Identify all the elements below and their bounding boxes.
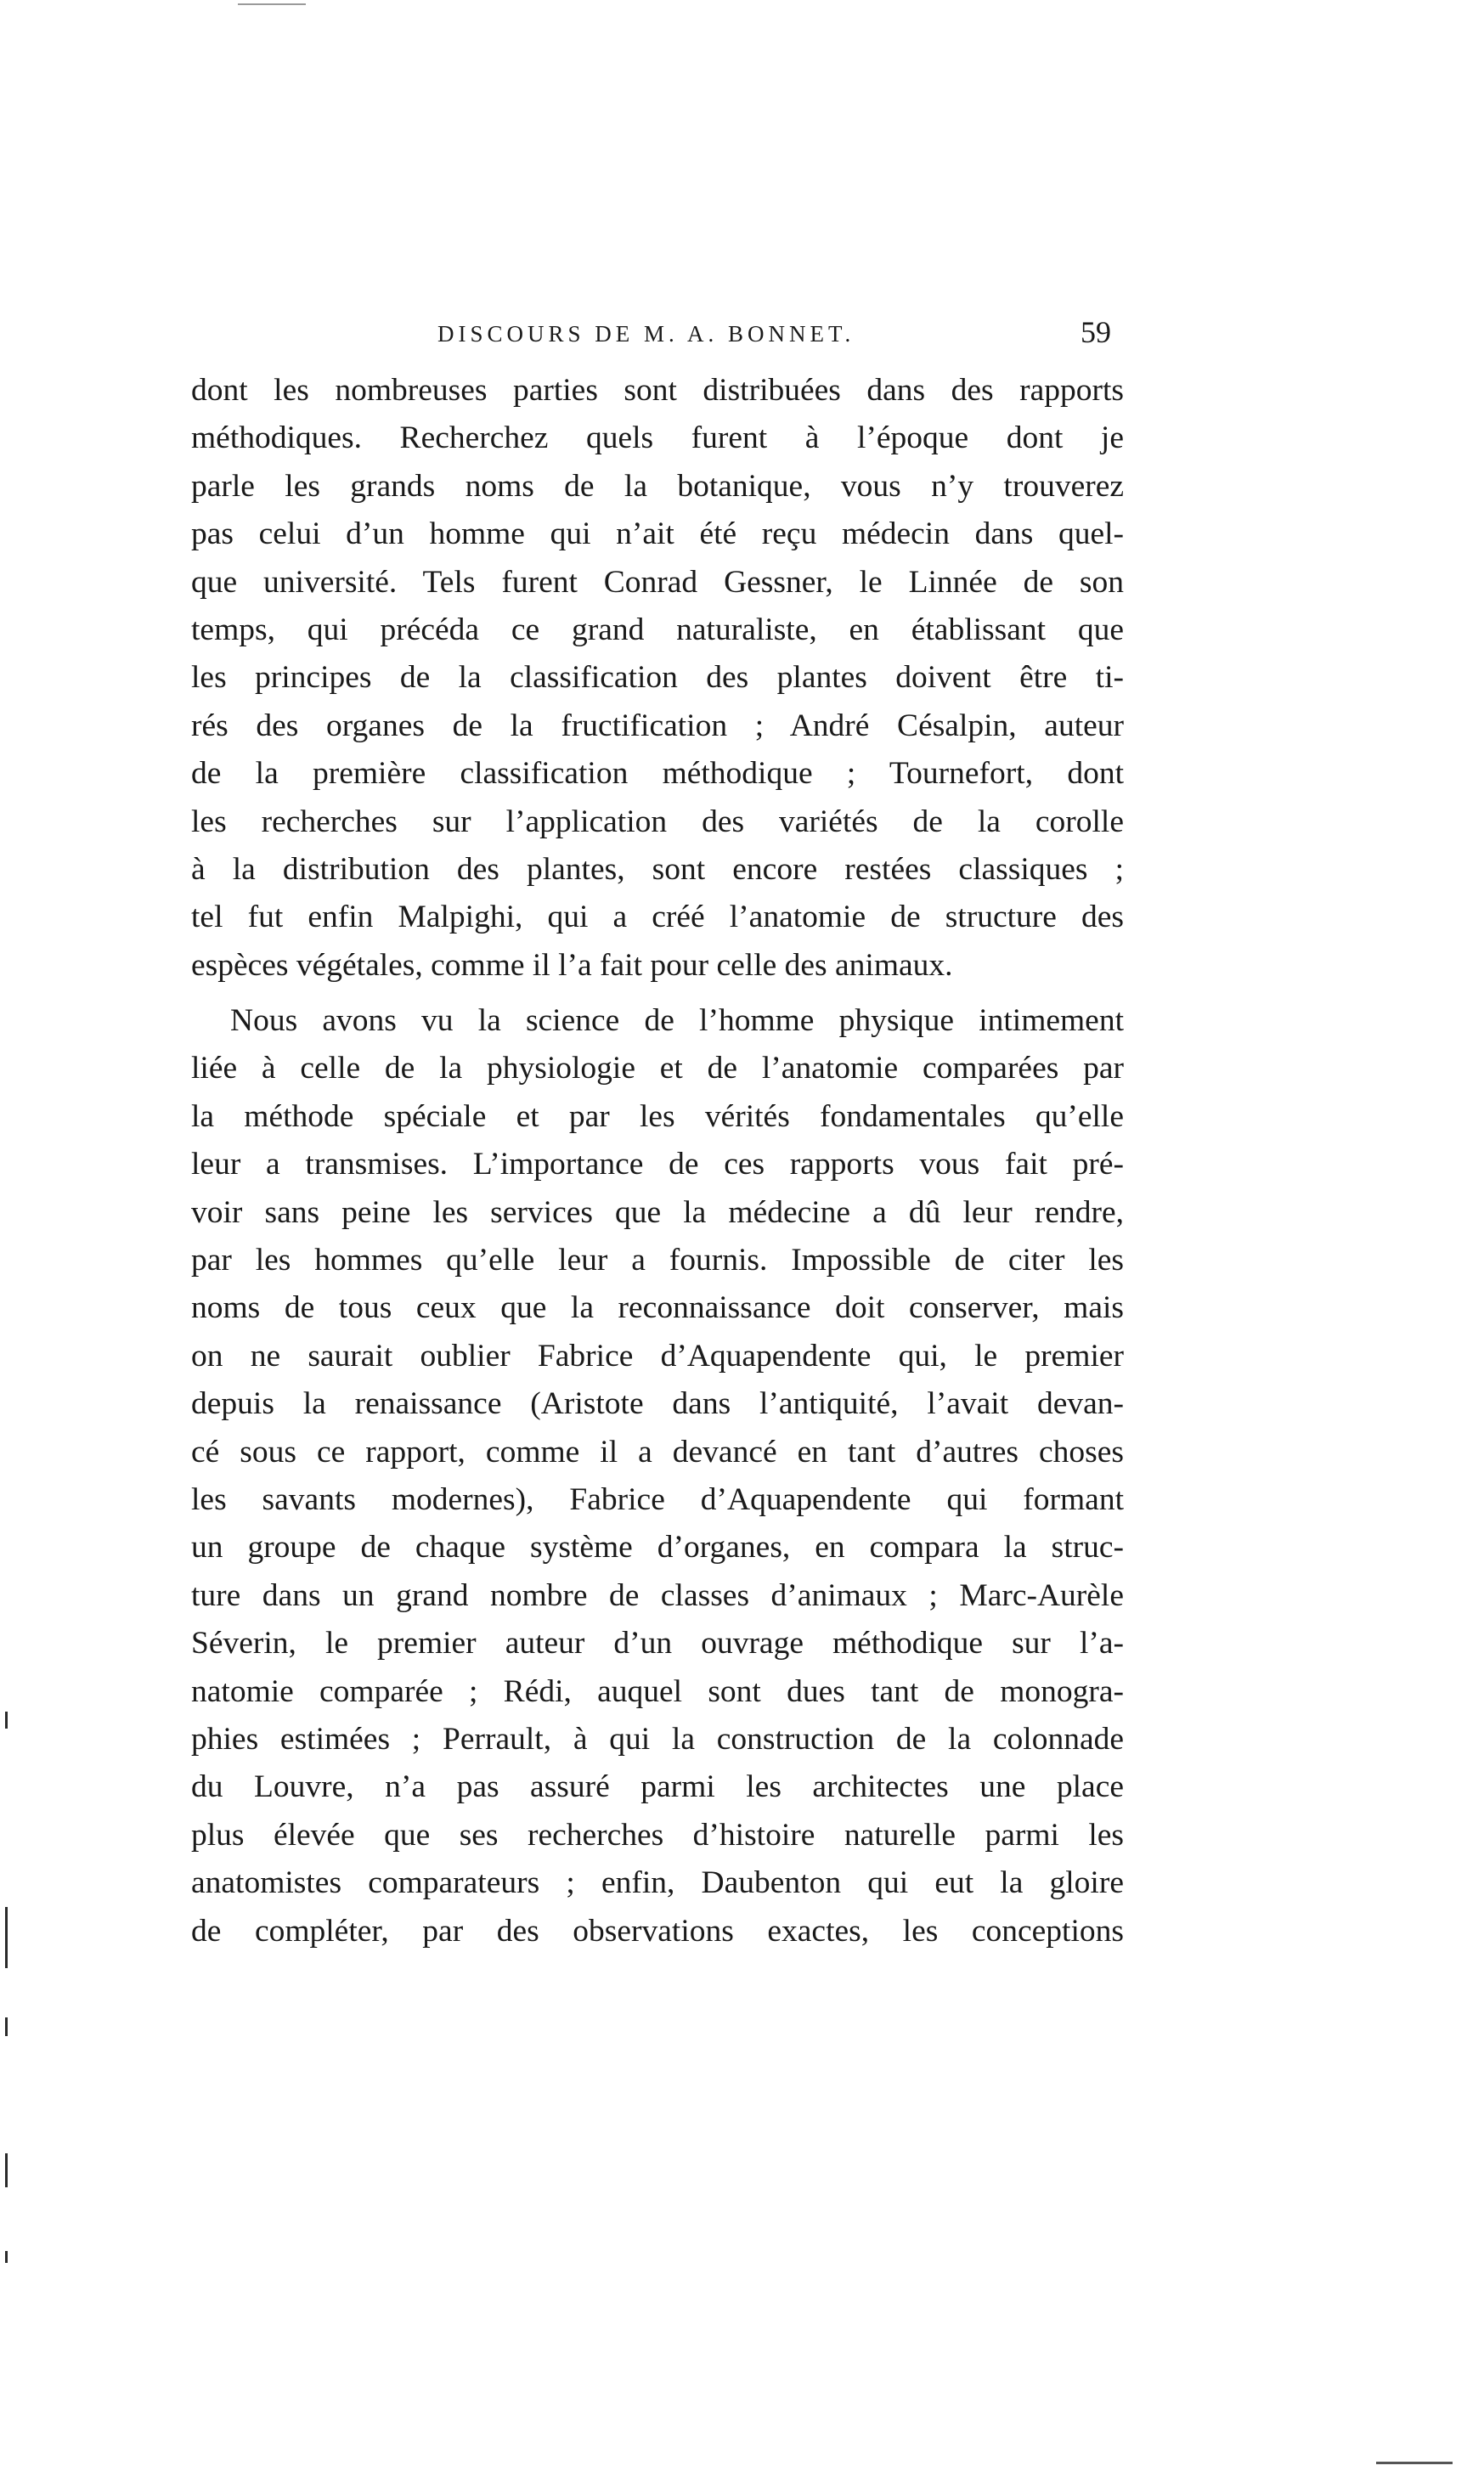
- text-line: plus élevée que ses recherches d’histoire naturelle parmi les: [191, 1817, 1124, 1853]
- text-line: parle les grands noms de la botanique, vous n’y trouverez: [191, 468, 1124, 504]
- paragraph: [191, 997, 1124, 1955]
- text-line: pas celui d’un homme qui n’ait été reçu médecin dans quel-: [191, 516, 1124, 552]
- text-line: dont les nombreuses parties sont distribuées dans des rapports: [191, 373, 1124, 408]
- text-line: par les hommes qu’elle leur a fournis. Impossible de citer les: [191, 1243, 1124, 1278]
- paragraph: [191, 367, 1124, 990]
- text-line: les savants modernes), Fabrice d’Aquapendente qui formant: [191, 1481, 1124, 1517]
- text-line: rés des organes de la fructification ; André Césalpin, auteur: [191, 708, 1124, 743]
- scan-artifact-mark: [5, 1907, 8, 1968]
- text-line: voir sans peine les services que la médecine a dû leur rendre,: [191, 1194, 1124, 1230]
- text-line: phies estimées ; Perrault, à qui la construction de la colonnade: [191, 1721, 1124, 1757]
- page-header: [191, 314, 1121, 357]
- scan-artifact-mark: [1376, 2462, 1453, 2464]
- scan-artifact-mark: [5, 1712, 8, 1729]
- text-line: Séverin, le premier auteur d’un ouvrage méthodique sur l’a-: [191, 1626, 1124, 1661]
- text-line: tel fut enfin Malpighi, qui a créé l’anatomie de structure des: [191, 900, 1124, 935]
- text-line: anatomistes comparateurs ; enfin, Daubenton qui eut la gloire: [191, 1865, 1124, 1901]
- running-head: DISCOURS DE M. A. BONNET.: [437, 321, 855, 347]
- text-line: liée à celle de la physiologie et de l’anatomie comparées par: [191, 1051, 1124, 1086]
- text-line: temps, qui précéda ce grand naturaliste, en établissant que: [191, 612, 1124, 647]
- body-text: [191, 367, 1124, 1955]
- text-line: du Louvre, n’a pas assuré parmi les architectes une place: [191, 1769, 1124, 1805]
- scan-artifact-mark: [5, 2153, 8, 2187]
- text-line: ture dans un grand nombre de classes d’animaux ; Marc-Aurèle: [191, 1577, 1124, 1613]
- text-line: noms de tous ceux que la reconnaissance doit conserver, mais: [191, 1290, 1124, 1326]
- text-line: Nous avons vu la science de l’homme physique intimement: [230, 1003, 1124, 1039]
- text-line: espèces végétales, comme il l’a fait pour celle des animaux.: [191, 947, 953, 983]
- text-line: les recherches sur l’application des variétés de la corolle: [191, 804, 1124, 839]
- text-line: natomie comparée ; Rédi, auquel sont dues tant de monogra-: [191, 1673, 1124, 1709]
- scan-artifact-mark: [5, 2251, 8, 2263]
- text-line: de la première classification méthodique ; Tournefort, dont: [191, 756, 1124, 792]
- text-line: la méthode spéciale et par les vérités fondamentales qu’elle: [191, 1098, 1124, 1134]
- scan-artifact-mark: [5, 2017, 8, 2036]
- text-line: cé sous ce rapport, comme il a devancé en tant d’autres choses: [191, 1434, 1124, 1470]
- text-line: leur a transmises. L’importance de ces rapports vous fait pré-: [191, 1147, 1124, 1182]
- text-line: on ne saurait oublier Fabrice d’Aquapendente qui, le premier: [191, 1338, 1124, 1374]
- text-line: à la distribution des plantes, sont encore restées classiques ;: [191, 851, 1124, 887]
- text-line: que université. Tels furent Conrad Gessner, le Linnée de son: [191, 564, 1124, 600]
- text-line: depuis la renaissance (Aristote dans l’antiquité, l’avait devan-: [191, 1386, 1124, 1422]
- scan-artifact-mark: [238, 3, 306, 5]
- text-line: de compléter, par des observations exactes, les conceptions: [191, 1913, 1124, 1949]
- page-number: 59: [1081, 315, 1111, 349]
- text-line: les principes de la classification des plantes doivent être ti-: [191, 660, 1124, 696]
- text-line: méthodiques. Recherchez quels furent à l’époque dont je: [191, 420, 1124, 456]
- text-line: un groupe de chaque système d’organes, en compara la struc-: [191, 1530, 1124, 1566]
